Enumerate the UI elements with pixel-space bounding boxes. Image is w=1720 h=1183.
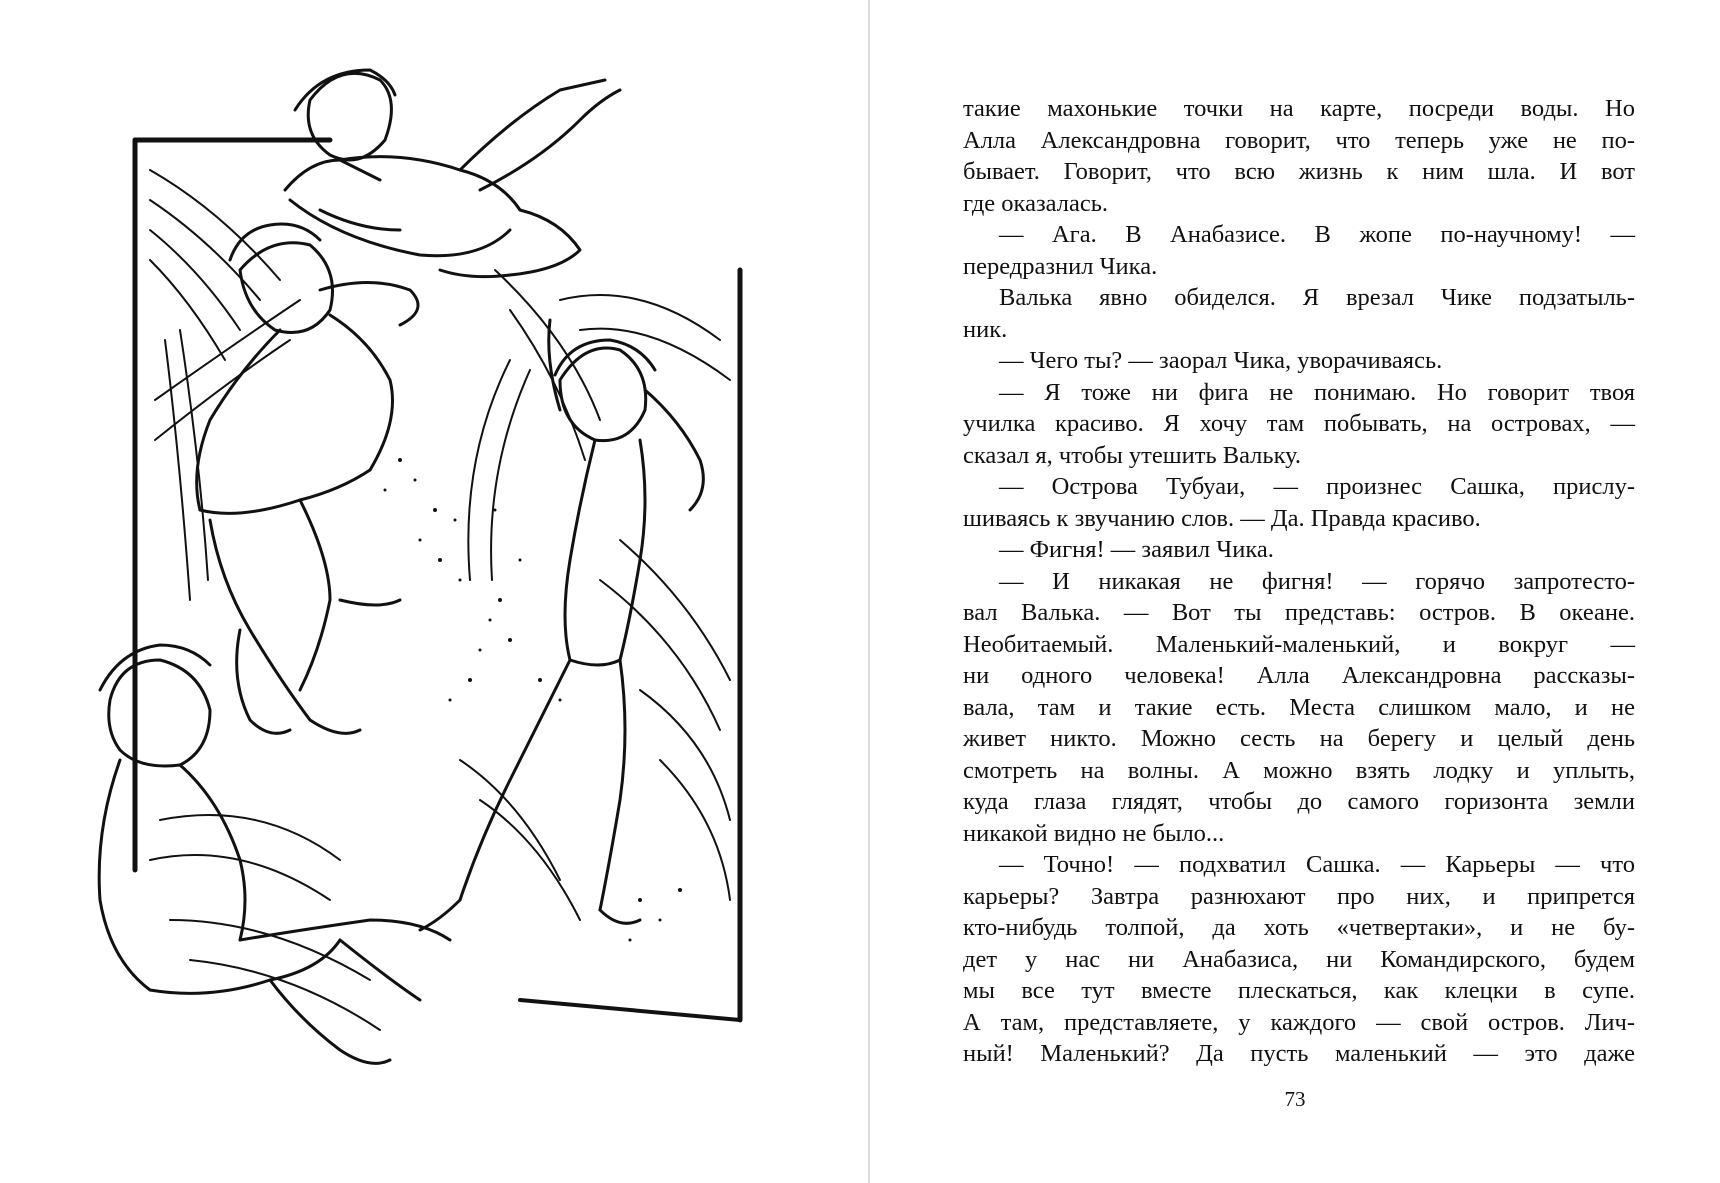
boys-on-island-illustration-icon xyxy=(40,40,840,1130)
text-line: училка красиво. Я хочу там побывать, на островах, — xyxy=(963,410,1635,437)
text-line: — Острова Тубуаи, — произнес Сашка, прислу- xyxy=(999,473,1635,500)
text-line: смотреть на волны. А можно взять лодку и уплыть, xyxy=(963,756,1635,784)
text-line: — Фигня! — заявил Чика. xyxy=(999,536,1274,563)
text-line: А там, представляете, у каждого — свой остров. Лич- xyxy=(963,1008,1635,1036)
text-line: мы все тут вместе плескаться, как клецки в супе. xyxy=(963,977,1635,1004)
text-line: бывает. Говорит, что всю жизнь к ним шла. И вот xyxy=(963,158,1635,185)
text-line: — Я тоже ни фига не понимаю. Но говорит твоя xyxy=(999,378,1635,406)
text-line: Необитаемый. Маленький-маленький, и вокруг — xyxy=(963,630,1635,658)
text-line: дет у нас ни Анабазиса, ни Командирского, будем xyxy=(963,945,1635,973)
text-line: ник. xyxy=(963,315,1008,343)
right-page xyxy=(870,0,1720,1183)
text-line: кто-нибудь толпой, да хоть «четвертаки», и не бу- xyxy=(963,914,1635,941)
text-line: сказал я, чтобы утешить Вальку. xyxy=(963,441,1302,469)
text-line: где оказалась. xyxy=(963,189,1108,217)
text-line: вал Валька. — Вот ты представь: остров. В океане. xyxy=(963,599,1635,626)
text-line: Валька явно обиделся. Я врезал Чике подзатыль- xyxy=(999,284,1635,311)
text-line: ный! Маленький? Да пусть маленький — это даже xyxy=(963,1040,1635,1067)
text-line: вала, там и такие есть. Места слишком мало, и не xyxy=(963,693,1635,721)
text-line: передразнил Чика. xyxy=(963,252,1158,280)
text-line: — Чего ты? — заорал Чика, уворачиваясь. xyxy=(999,347,1443,374)
text-line: шиваясь к звучанию слов. — Да. Правда красиво. xyxy=(963,504,1481,532)
text-line: — Точно! — подхватил Сашка. — Карьеры — что xyxy=(999,851,1635,878)
body-text xyxy=(963,93,1635,1070)
page-number: 73 xyxy=(1284,1087,1306,1111)
text-line: Алла Александровна говорит, что теперь уже не по- xyxy=(963,126,1635,154)
text-line: ни одного человека! Алла Александровна рассказы- xyxy=(963,662,1635,689)
text-line: никакой видно не было... xyxy=(963,819,1225,847)
text-line: такие махонькие точки на карте, посреди воды. Но xyxy=(963,95,1635,122)
text-line: — Ага. В Анабазисе. В жопе по-научному! — xyxy=(999,221,1635,248)
text-line: — И никакая не фигня! — горячо запротесто- xyxy=(999,567,1635,595)
text-line: карьеры? Завтра разнюхают про них, и припрется xyxy=(963,882,1635,910)
text-line: куда глаза глядят, чтобы до самого горизонта земли xyxy=(963,788,1635,815)
text-line: живет никто. Можно сесть на берегу и целый день xyxy=(963,725,1635,752)
